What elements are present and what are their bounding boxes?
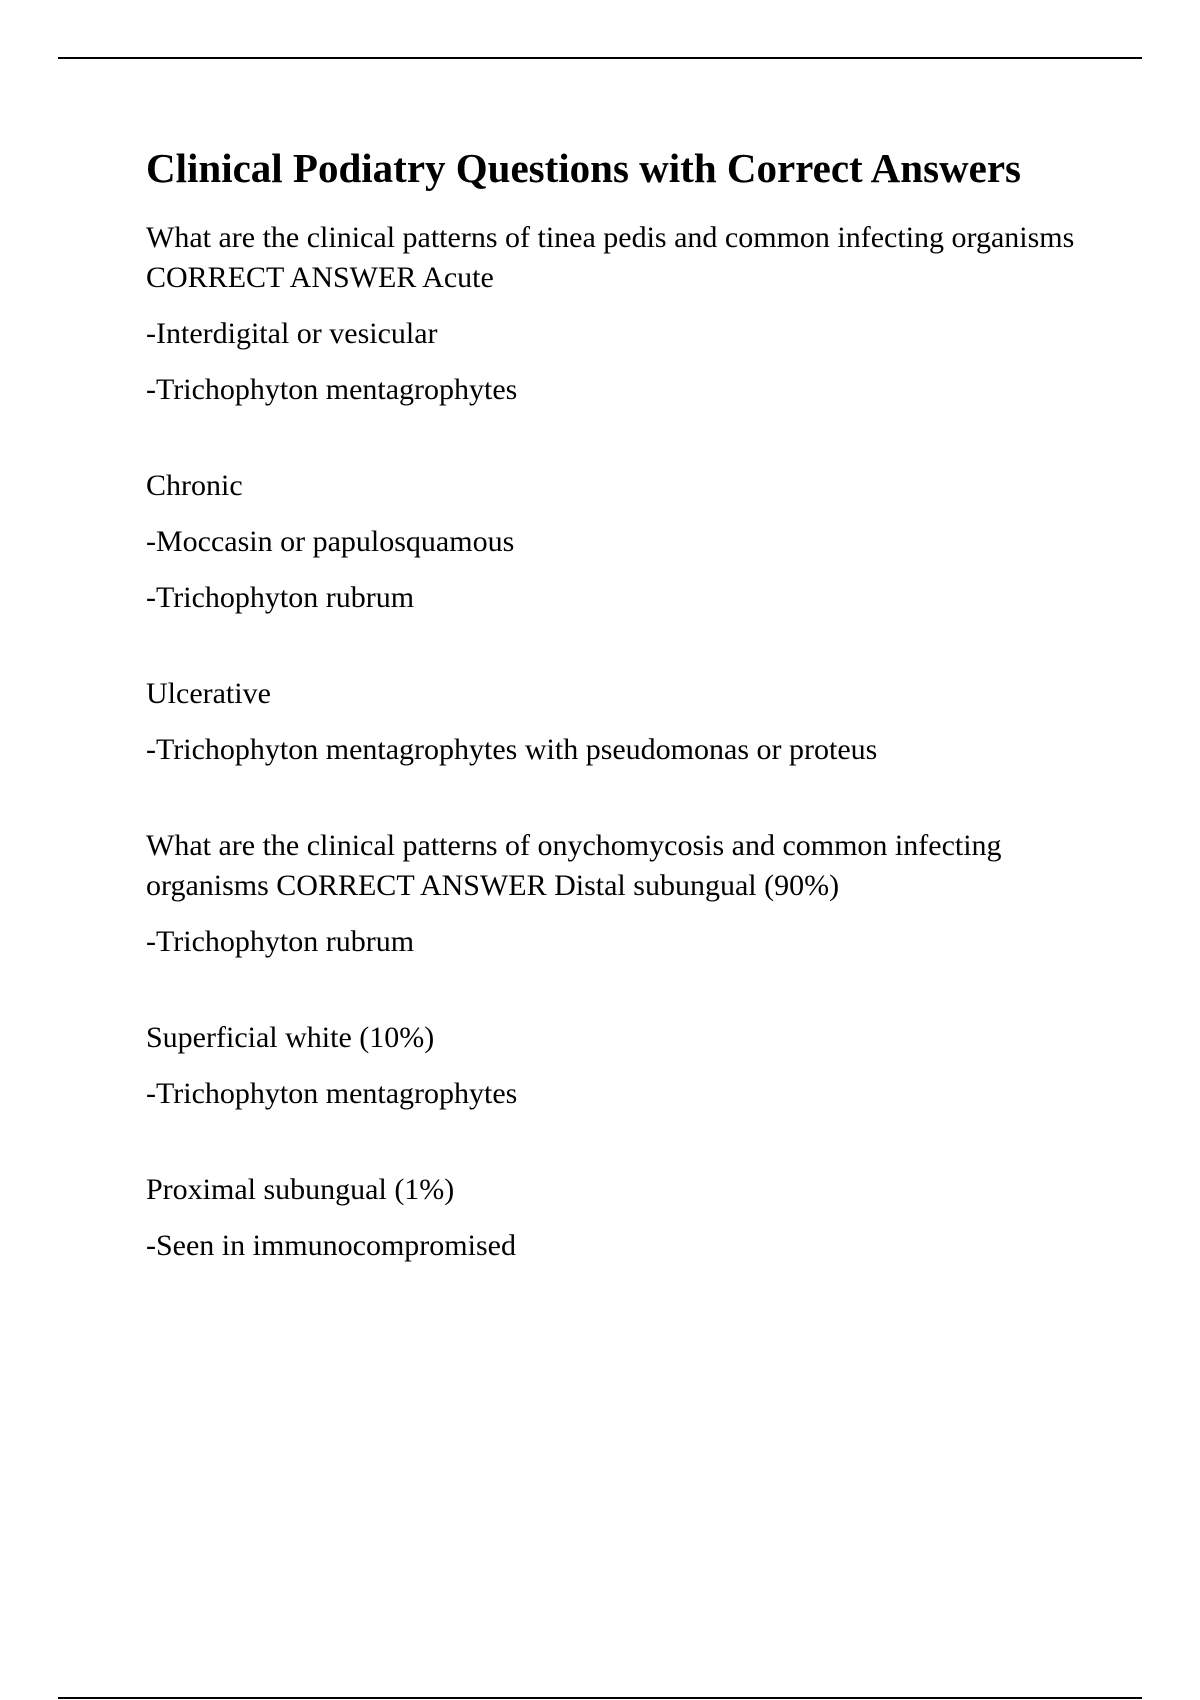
- question-tinea-pedis: What are the clinical patterns of tinea pedis and common infecting organisms CORRECT ANSWER Acute: [146, 221, 1075, 294]
- answer-line: -Trichophyton mentagrophytes: [146, 373, 518, 406]
- answer-line: -Trichophyton rubrum: [146, 581, 415, 614]
- document-body: [146, 140, 1086, 1282]
- answer-line: -Moccasin or papulosquamous: [146, 525, 515, 558]
- question-onychomycosis: What are the clinical patterns of onychomycosis and common infecting organisms CORRECT ANSWER Distal subungual (90%): [146, 829, 1002, 902]
- answer-line: -Trichophyton rubrum: [146, 925, 415, 958]
- answer-heading: Chronic: [146, 469, 243, 502]
- answer-line: -Interdigital or vesicular: [146, 317, 438, 350]
- answer-heading: Superficial white (10%): [146, 1021, 435, 1054]
- answer-heading: Proximal subungual (1%): [146, 1173, 455, 1206]
- answer-heading: Ulcerative: [146, 677, 271, 710]
- document-title: Clinical Podiatry Questions with Correct Answers: [146, 145, 1021, 191]
- answer-line: -Seen in immunocompromised: [146, 1229, 516, 1262]
- bottom-divider: [58, 1697, 1142, 1699]
- top-divider: [58, 57, 1142, 59]
- answer-line: -Trichophyton mentagrophytes: [146, 1077, 518, 1110]
- answer-line: -Trichophyton mentagrophytes with pseudomonas or proteus: [146, 733, 878, 766]
